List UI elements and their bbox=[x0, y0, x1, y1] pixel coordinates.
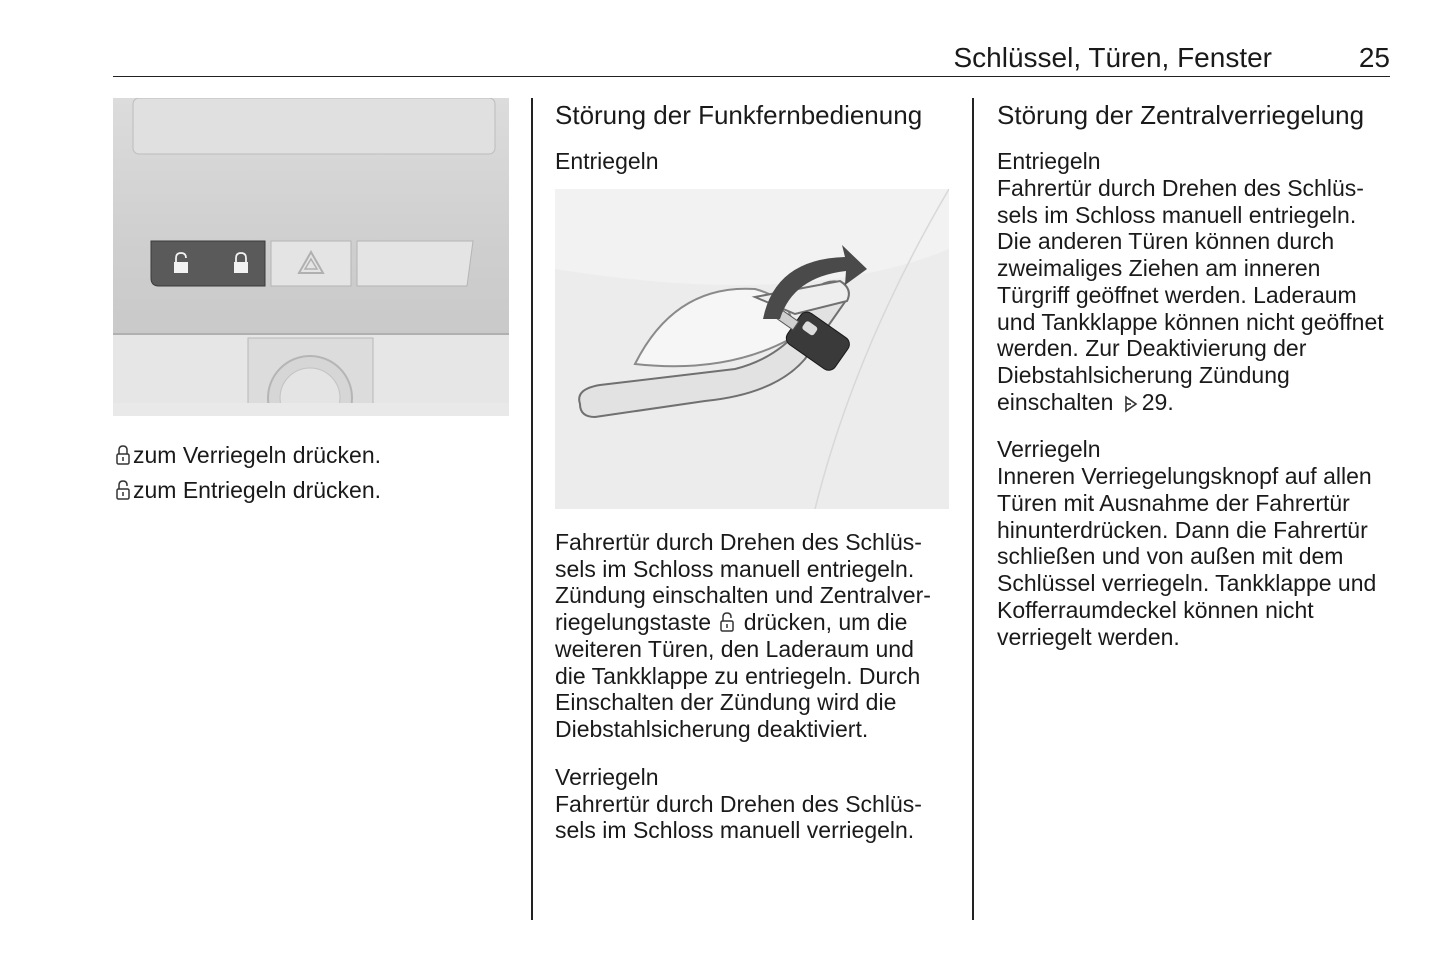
unlock-instruction bbox=[113, 475, 509, 505]
column-middle bbox=[555, 98, 950, 844]
chapter-title: Schlüssel, Türen, Fenster bbox=[953, 42, 1272, 73]
central-unlock-paragraph bbox=[997, 175, 1392, 415]
page-number: 25 bbox=[1358, 42, 1390, 73]
dashboard-lock-buttons-illustration bbox=[113, 98, 509, 416]
central-lock-paragraph: Inneren Verriegelungsknopf auf allen Türen mit Ausnahme der Fahrertür hinunterdrücken. Dann die Fahrertür schließen und von außen mit dem Schlüssel verriegeln. Tankklappe und Kofferraumdeckel können nicht verriegelt werden. bbox=[997, 463, 1377, 650]
page-reference: 29. bbox=[1141, 388, 1174, 415]
lock-instruction bbox=[113, 440, 509, 470]
subheading-lock: Verriegeln bbox=[555, 763, 659, 790]
section-heading-central-locking-fault: Störung der Zentralverriegelung bbox=[997, 100, 1365, 130]
lock-open-icon bbox=[115, 479, 131, 501]
remote-unlock-text-a: Fahrertür durch Drehen des Schlüssels im Schloss manuell entriegeln. Zündung einschalten und Zentralverriegelungstaste bbox=[555, 529, 931, 636]
unlock-instruction-text: zum Entriegeln drücken. bbox=[133, 477, 382, 503]
remote-lock-paragraph: Fahrertür durch Drehen des Schlüssels im Schloss manuell verriegeln. bbox=[555, 790, 922, 844]
remote-unlock-paragraph bbox=[555, 529, 950, 743]
arrow-reference-icon bbox=[1122, 395, 1140, 413]
subheading-unlock: Entriegeln bbox=[997, 148, 1101, 174]
lock-closed-icon bbox=[115, 444, 131, 466]
column-left bbox=[113, 98, 509, 510]
lock-instruction-text: zum Verriegeln drücken. bbox=[133, 442, 382, 468]
page-header bbox=[113, 40, 1390, 77]
section-heading-remote-fault: Störung der Funkfernbedienung bbox=[555, 100, 923, 130]
subheading-unlock: Entriegeln bbox=[555, 148, 659, 174]
lock-open-icon bbox=[719, 611, 735, 633]
column-divider bbox=[531, 98, 533, 920]
door-handle-key-illustration bbox=[555, 189, 949, 509]
subheading-lock: Verriegeln bbox=[997, 436, 1101, 463]
column-right bbox=[997, 98, 1392, 650]
column-divider bbox=[972, 98, 974, 920]
remote-unlock-text-b: drücken, um die weiteren Türen, den Laderaum und die Tankklappe zu entriegeln. Durch Einschalten der Zündung wird die Diebstahlsicherung deaktiviert. bbox=[555, 609, 921, 742]
central-unlock-text: Fahrertür durch Drehen des Schlüssels im Schloss manuell entriegeln. Die anderen Türen können durch zweimaliges Ziehen am inneren Türgriff geöffnet werden. Laderaum und Tankklappe können nicht geöffnet werden. Zur Deaktivierung der Diebstahlsicherung Zündung einschalten bbox=[997, 175, 1384, 415]
